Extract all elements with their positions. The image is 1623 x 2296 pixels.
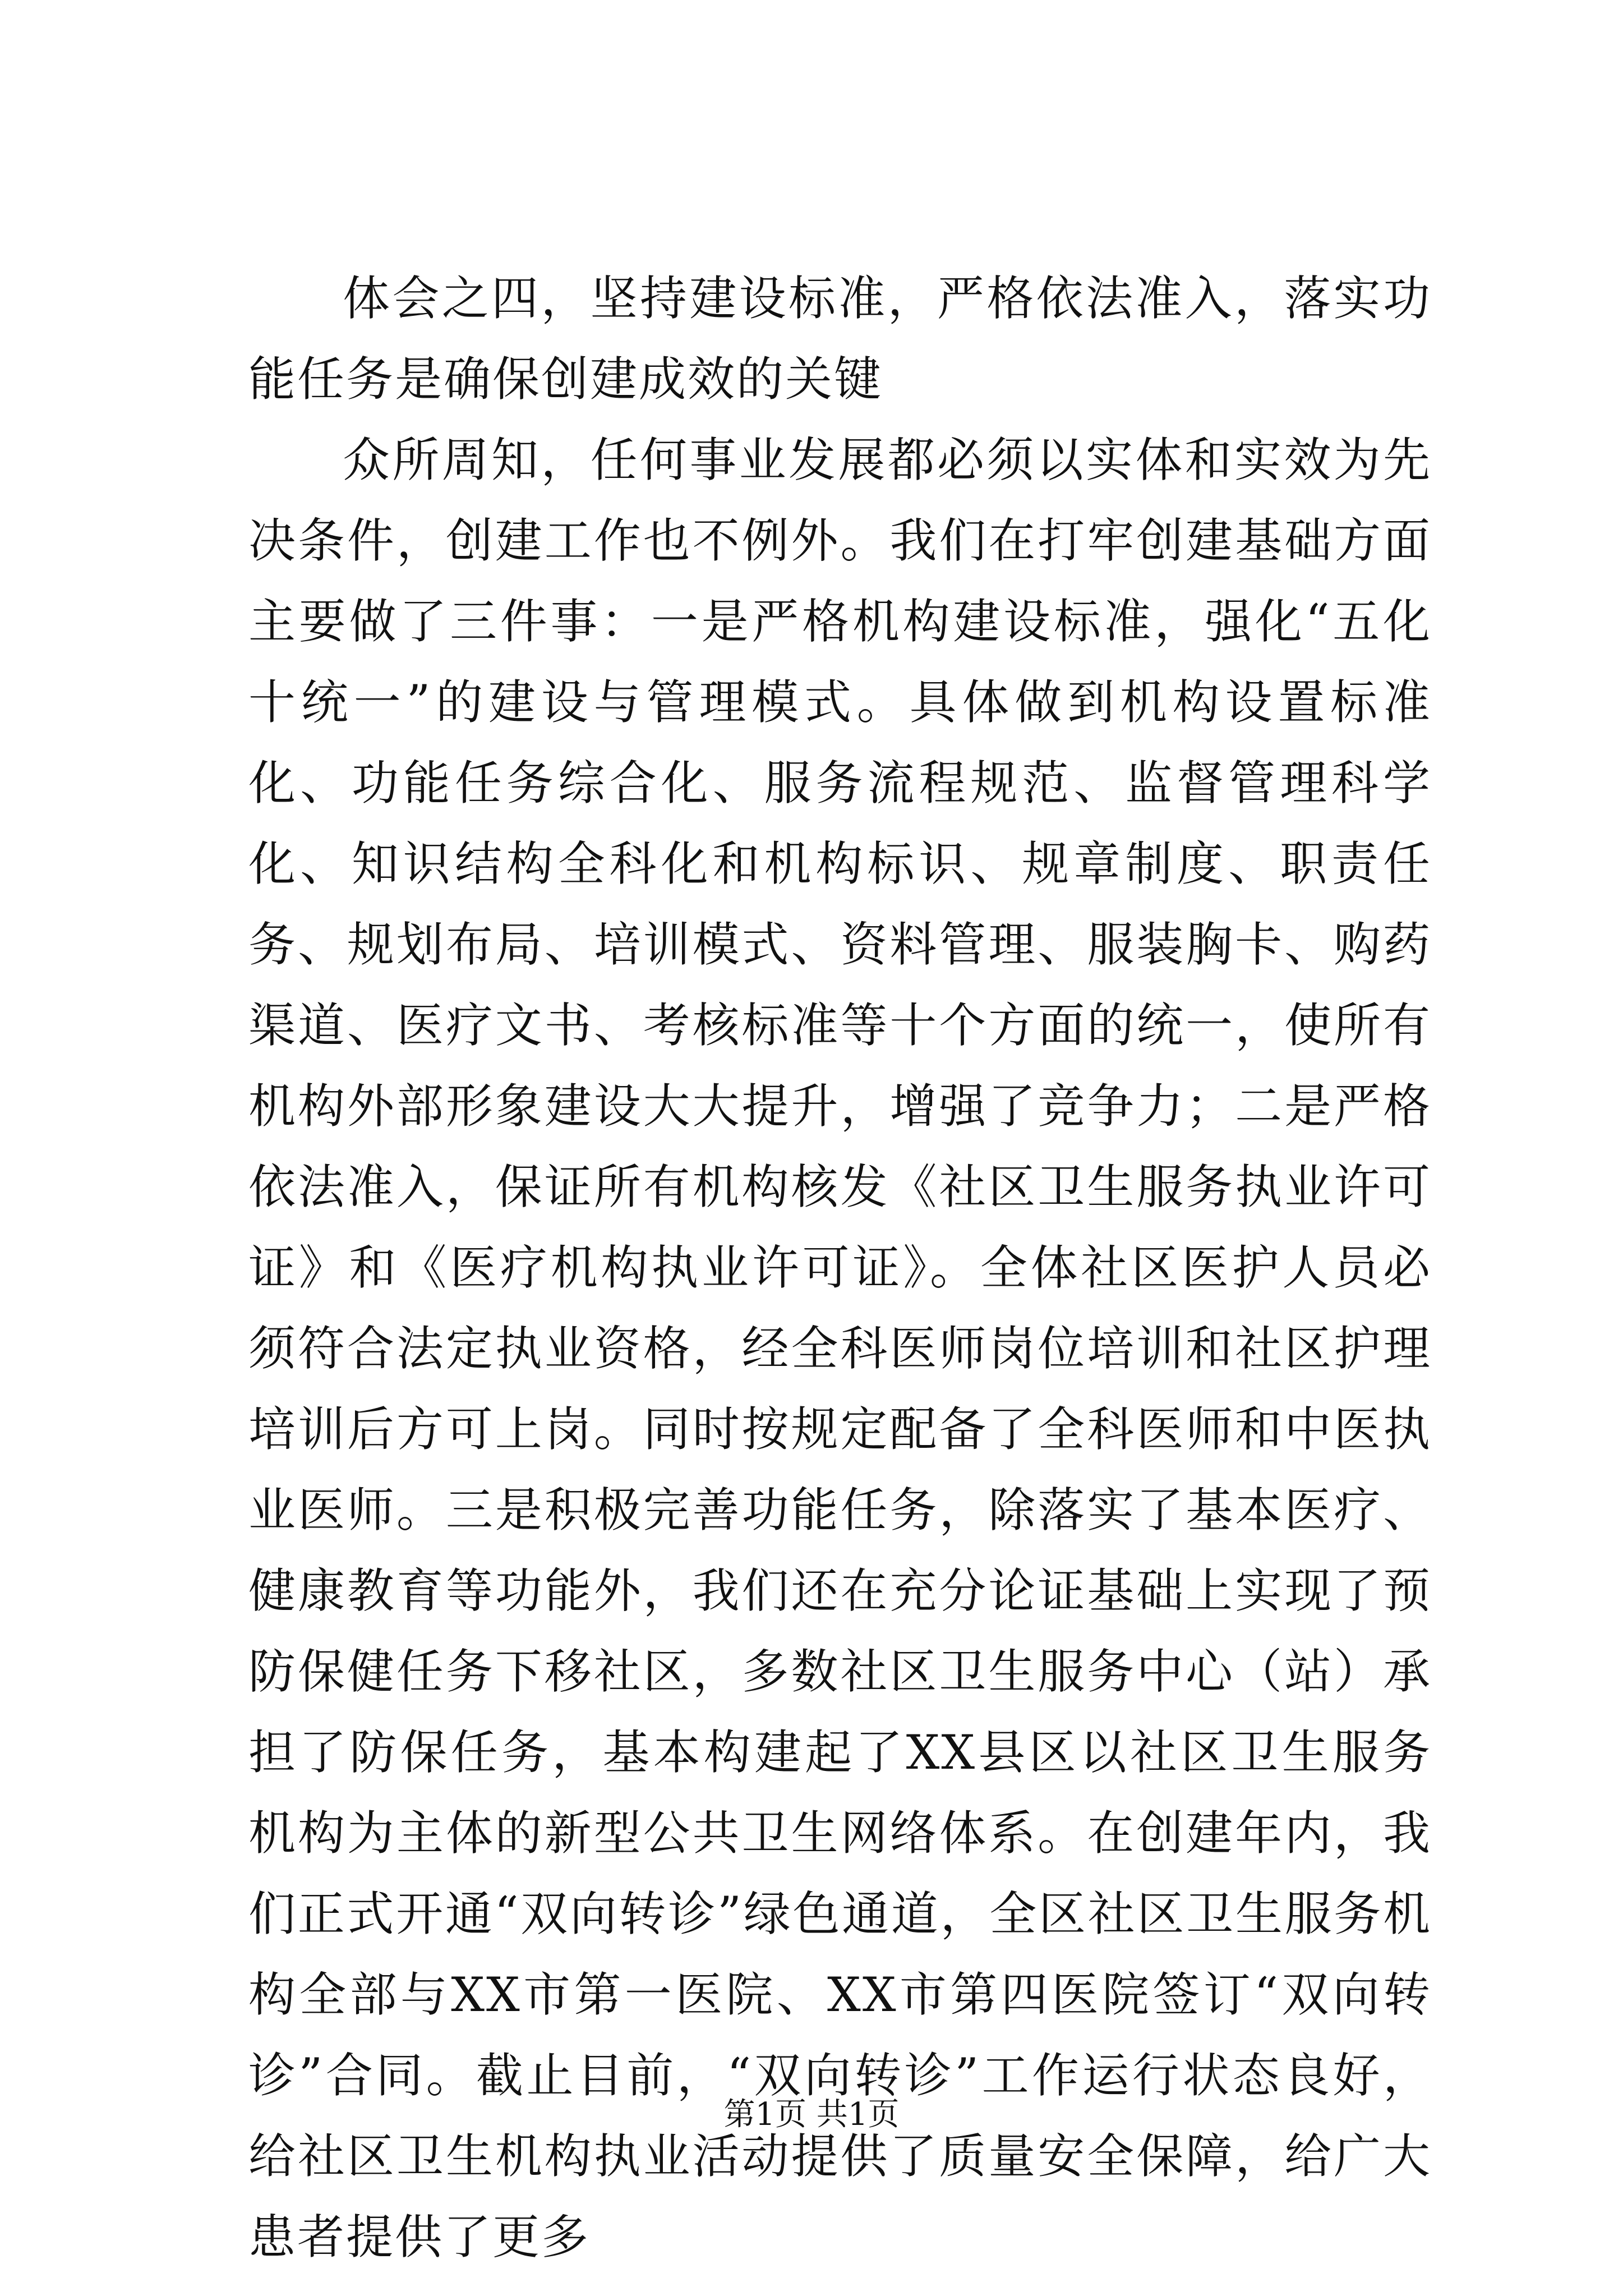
section-heading-paragraph: 体会之四，坚持建设标准，严格依法准入，落实功能任务是确保创建成效的关键 <box>248 271 1432 407</box>
document-body <box>248 258 1432 2277</box>
page-footer: 第1页 共1页 <box>723 2096 900 2133</box>
body-paragraph: 众所周知，任何事业发展都必须以实体和实效为先决条件，创建工作也不例外。我们在打牢创建基础方面主要做了三件事：一是严格机构建设标准，强化“五化十统一”的建设与管理模式。具体做到机构设置标准化、功能任务综合化、服务流程规范、监督管理科学化、知识结构全科化和机构标识、规章制度、职责任务、规划布局、培训模式、资料管理、服装胸卡、购药渠道、医疗文书、考核标准等十个方面的统一，使所有机构外部形象建设大大提升，增强了竞争力；二是严格依法准入，保证所有机构核发《社区卫生服务执业许可证》和《医疗机构执业许可证》。全体社区医护人员必须符合法定执业资格，经全科医师岗位培训和社区护理培训后方可上岗。同时按规定配备了全科医师和中医执业医师。三是积极完善功能任务，除落实了基本医疗、健康教育等功能外，我们还在充分论证基础上实现了预防保健任务下移社区，多数社区卫生服务中心（站）承担了防保任务，基本构建起了XX县区以社区卫生服务机构为主体的新型公共卫生网络体系。在创建年内，我们正式开通“双向转诊”绿色通道，全区社区卫生服务机构全部与XX市第一医院、XX市第四医院签订“双向转诊”合同。截止目前，“双向转诊”工作运行状态良好，给社区卫生机构执业活动提供了质量安全保障，给广大患者提供了更多 <box>248 432 1432 2265</box>
